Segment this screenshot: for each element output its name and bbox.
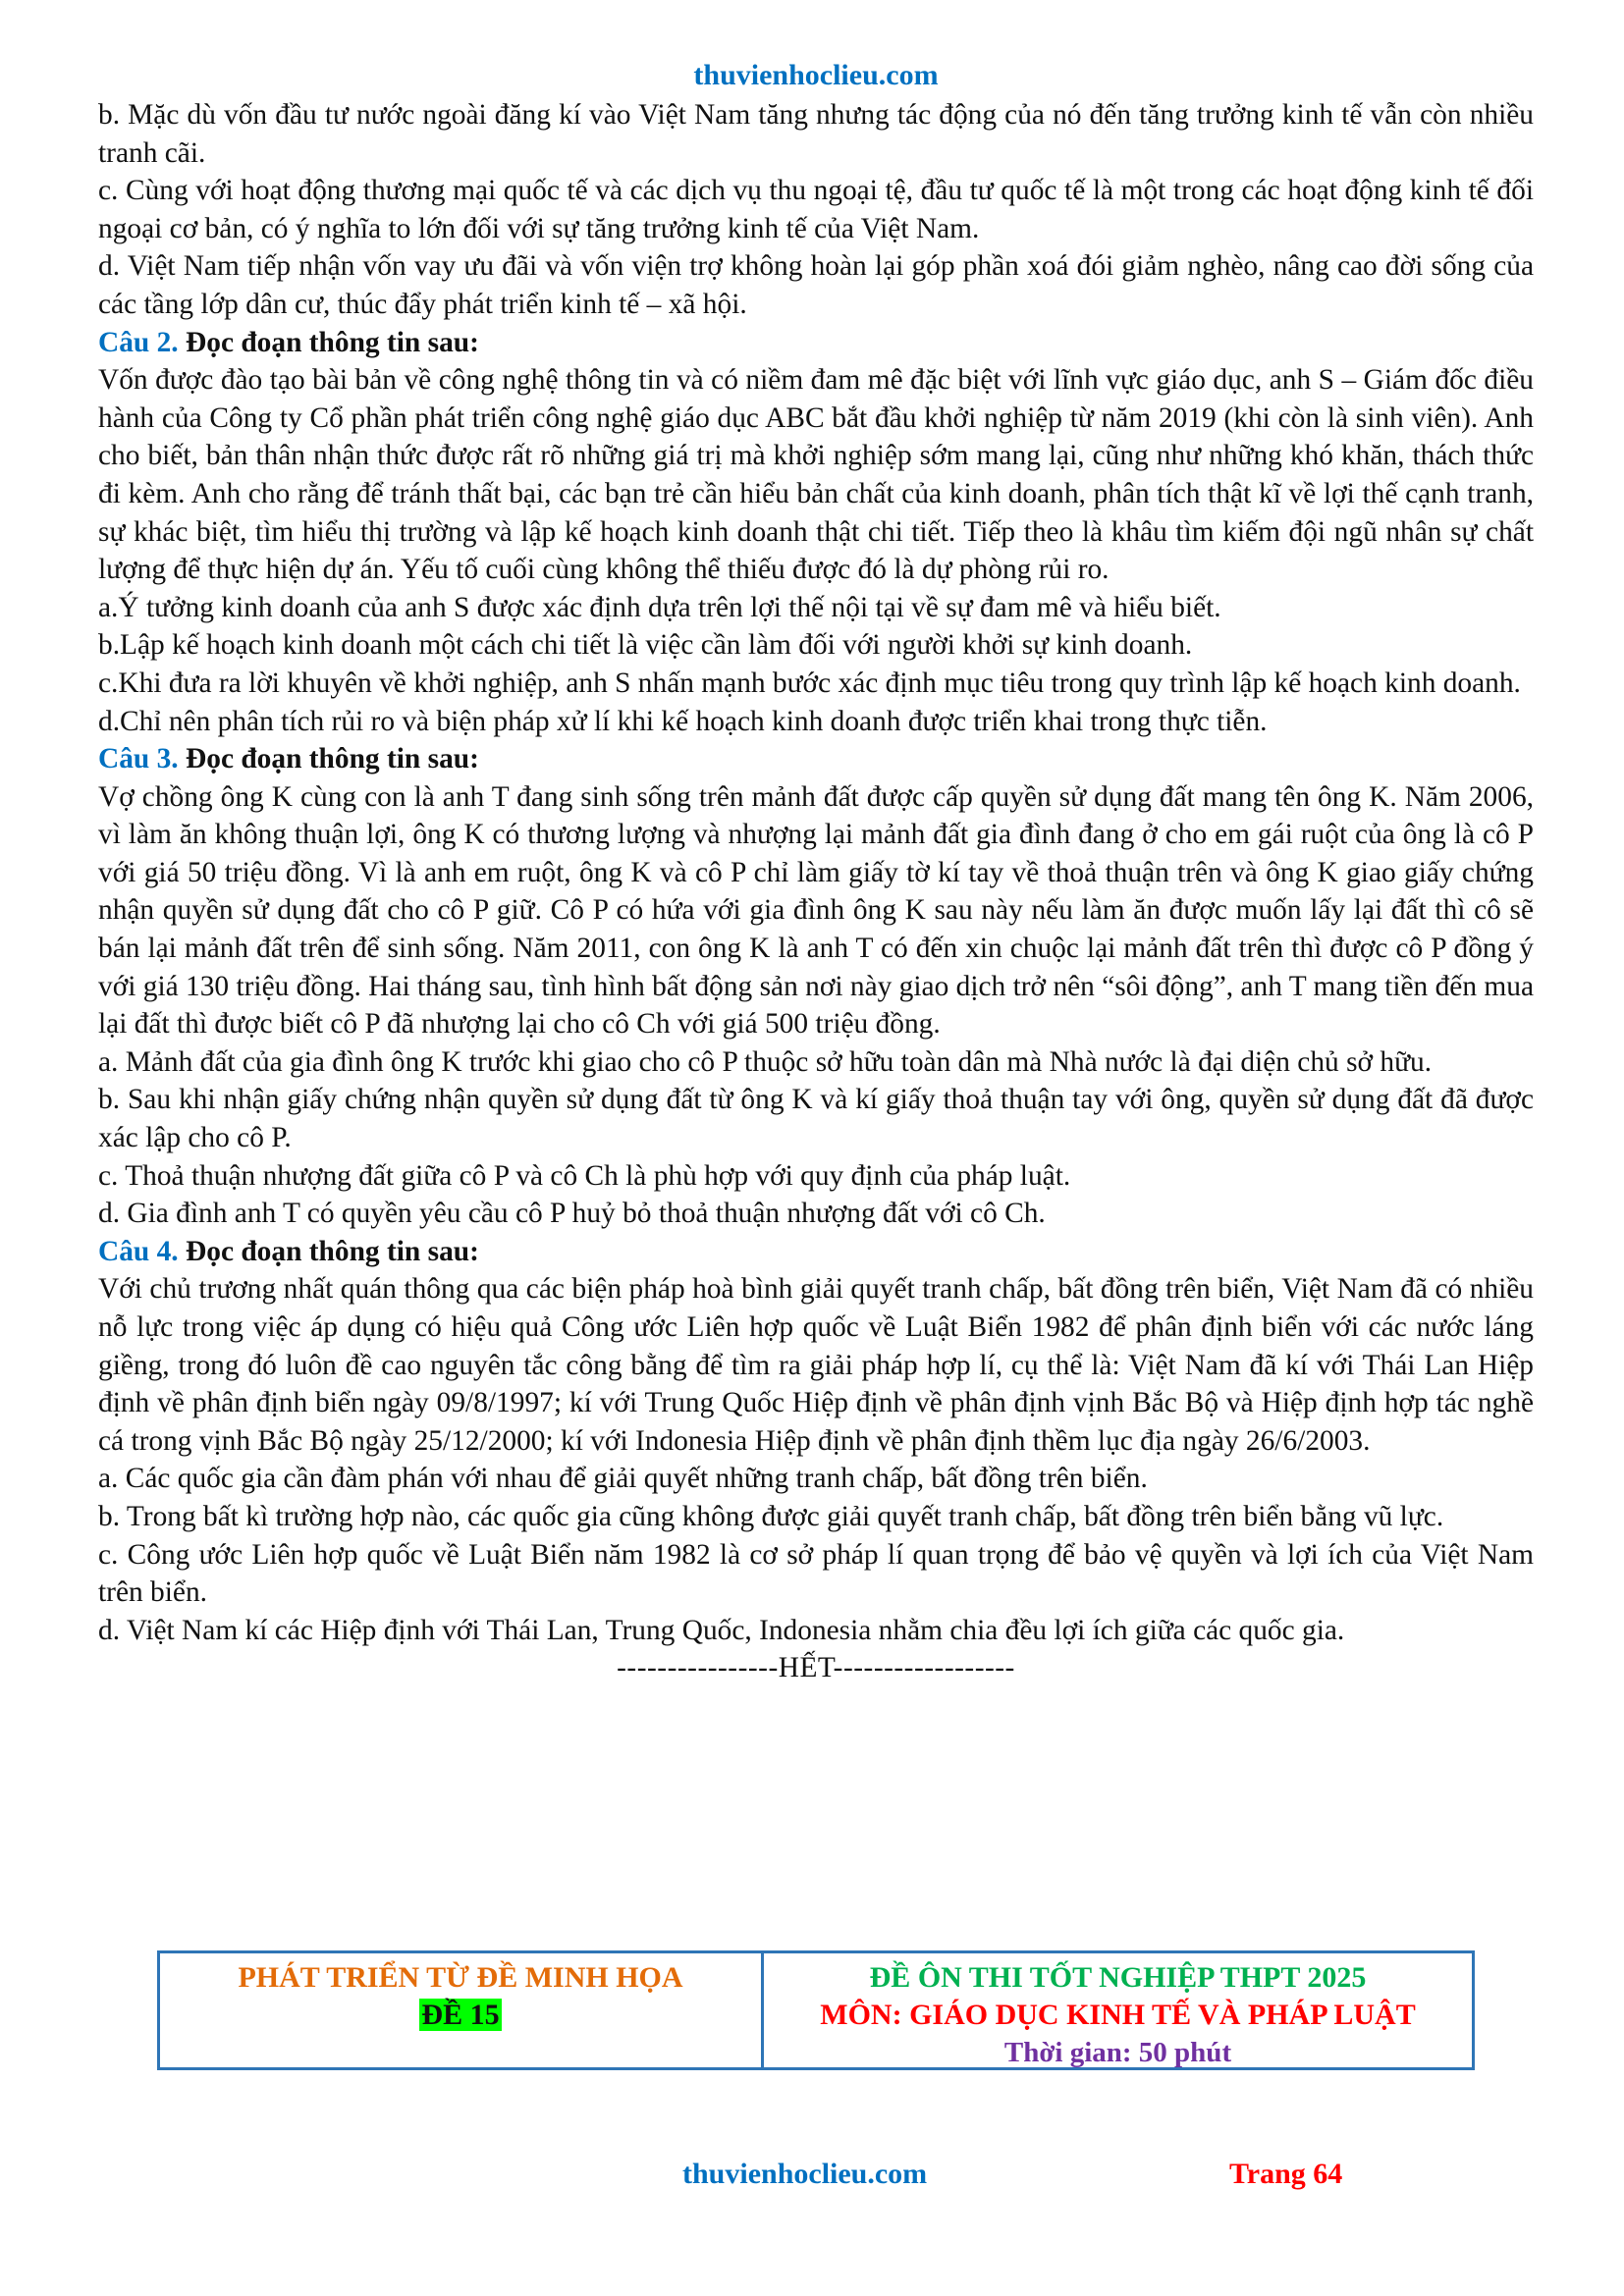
q1-option-b: b. Mặc dù vốn đầu tư nước ngoài đăng kí vào Việt Nam tăng nhưng tác động của nó đến tăng trưởng kinh tế vẫn còn nhiều tranh cãi. <box>98 99 1534 169</box>
exam-title-cell <box>764 1953 1472 2067</box>
end-marker: ----------------HẾT------------------ <box>617 1652 1015 1684</box>
question-4-passage: Với chủ trương nhất quán thông qua các biện pháp hoà bình giải quyết tranh chấp, bất đồng trên biển, Việt Nam đã có nhiều nỗ lực trong việc áp dụng có hiệu quả Công ước Liên hợp quốc về Luật Biển 1982 để phân định biển với các nước láng giềng, trong đó luôn đề cao nguyên tắc công bằng để tìm ra giải pháp hợp lí, cụ thể là: Việt Nam đã kí với Thái Lan Hiệp định về phân định biển ngày 09/8/1997; kí với Trung Quốc Hiệp định về phân định vịnh Bắc Bộ và Hiệp định hợp tác nghề cá trong vịnh Bắc Bộ ngày 25/12/2000; kí với Indonesia Hiệp định về phân định thềm lục địa ngày 26/6/2003. <box>98 1273 1534 1457</box>
exam-source-label: PHÁT TRIỂN TỪ ĐỀ MINH HỌA <box>238 1961 683 1994</box>
q2-option-c: c.Khi đưa ra lời khuyên về khởi nghiệp, anh S nhấn mạnh bước xác định mục tiêu trong quy trình lập kế hoạch kinh doanh. <box>98 667 1521 699</box>
question-2-number: Câu 2. <box>98 326 179 358</box>
exam-number: ĐỀ 15 <box>421 1999 500 2031</box>
page-footer <box>0 2158 1624 2201</box>
page-number: Trang 64 <box>1229 2158 1343 2190</box>
q1-option-d: d. Việt Nam tiếp nhận vốn vay ưu đãi và vốn viện trợ không hoàn lại góp phần xoá đói giảm nghèo, nâng cao đời sống của các tầng lớp dân cư, thúc đẩy phát triển kinh tế – xã hội. <box>98 250 1534 320</box>
q4-option-d: d. Việt Nam kí các Hiệp định với Thái Lan, Trung Quốc, Indonesia nhằm chia đều lợi ích giữa các quốc gia. <box>98 1614 1345 1646</box>
q2-option-b: b.Lập kế hoạch kinh doanh một cách chi tiết là việc cần làm đối với người khởi sự kinh doanh. <box>98 629 1193 662</box>
question-4-instruction: Đọc đoạn thông tin sau: <box>178 1235 479 1267</box>
question-3-number: Câu 3. <box>98 743 179 775</box>
question-2-passage: Vốn được đào tạo bài bản về công nghệ thông tin và có niềm đam mê đặc biệt với lĩnh vực giáo dục, anh S – Giám đốc điều hành của Công ty Cổ phần phát triển công nghệ giáo dục ABC bắt đầu khởi nghiệp từ năm 2019 (khi còn là sinh viên). Anh cho biết, bản thân nhận thức được rất rõ những giá trị mà khởi nghiệp sớm mang lại, cũng như những khó khăn, thách thức đi kèm. Anh cho rằng để tránh thất bại, các bạn trẻ cần hiểu bản chất của kinh doanh, phân tích thật kĩ về lợi thế cạnh tranh, sự khác biệt, tìm hiểu thị trường và lập kế hoạch kinh doanh thật chi tiết. Tiếp theo là khâu tìm kiếm đội ngũ nhân sự chất lượng để thực hiện dự án. Yếu tố cuối cùng không thể thiếu được đó là dự phòng rủi ro. <box>98 364 1534 586</box>
q3-option-b: b. Sau khi nhận giấy chứng nhận quyền sử dụng đất từ ông K và kí giấy thoả thuận tay với ông, quyền sử dụng đất đã được xác lập cho cô P. <box>98 1084 1534 1154</box>
q4-option-b: b. Trong bất kì trường hợp nào, các quốc gia cũng không được giải quyết tranh chấp, bất đồng trên biển bằng vũ lực. <box>98 1500 1444 1532</box>
q2-option-d: d.Chỉ nên phân tích rủi ro và biện pháp xử lí khi kế hoạch kinh doanh được triển khai trong thực tiễn. <box>98 705 1268 737</box>
exam-info-box <box>157 1950 1475 2070</box>
site-header[interactable]: thuvienhoclieu.com <box>693 59 939 91</box>
q4-option-a: a. Các quốc gia cần đàm phán với nhau để giải quyết những tranh chấp, bất đồng trên biển. <box>98 1463 1148 1495</box>
question-2-instruction: Đọc đoạn thông tin sau: <box>178 326 479 358</box>
question-2-heading <box>98 324 1534 362</box>
q4-option-c: c. Công ước Liên hợp quốc về Luật Biển năm 1982 là cơ sở pháp lí quan trọng để bảo vệ quyền và lợi ích của Việt Nam trên biển. <box>98 1538 1534 1609</box>
exam-subject: MÔN: GIÁO DỤC KINH TẾ VÀ PHÁP LUẬT <box>820 1999 1416 2031</box>
question-4-heading <box>98 1233 1534 1271</box>
q2-option-a: a.Ý tưởng kinh doanh của anh S được xác định dựa trên lợi thế nội tại về sự đam mê và hiểu biết. <box>98 591 1221 623</box>
exam-title: ĐỀ ÔN THI TỐT NGHIỆP THPT 2025 <box>869 1961 1367 1994</box>
exam-source-cell <box>160 1953 764 2067</box>
page-body <box>98 57 1534 1687</box>
question-3-instruction: Đọc đoạn thông tin sau: <box>178 743 479 775</box>
q3-option-a: a. Mảnh đất của gia đình ông K trước khi giao cho cô P thuộc sở hữu toàn dân mà Nhà nước là đại diện chủ sở hữu. <box>98 1045 1433 1078</box>
q3-option-c: c. Thoả thuận nhượng đất giữa cô P và cô Ch là phù hợp với quy định của pháp luật. <box>98 1159 1071 1192</box>
exam-duration: Thời gian: 50 phút <box>1003 2037 1232 2068</box>
question-4-number: Câu 4. <box>98 1235 179 1267</box>
exam-number-line <box>160 1997 761 2034</box>
q3-option-d: d. Gia đình anh T có quyền yêu cầu cô P huỷ bỏ thoả thuận nhượng đất với cô Ch. <box>98 1198 1046 1230</box>
footer-site-link[interactable]: thuvienhoclieu.com <box>682 2158 928 2190</box>
question-3-heading <box>98 740 1534 778</box>
q1-option-c: c. Cùng với hoạt động thương mại quốc tế và các dịch vụ thu ngoại tệ, đầu tư quốc tế là một trong các hoạt động kinh tế đối ngoại cơ bản, có ý nghĩa to lớn đối với sự tăng trưởng kinh tế của Việt Nam. <box>98 175 1534 244</box>
question-3-passage: Vợ chồng ông K cùng con là anh T đang sinh sống trên mảnh đất được cấp quyền sử dụng đất mang tên ông K. Năm 2006, vì làm ăn không thuận lợi, ông K có thương lượng và nhượng lại mảnh đất gia đình đang ở cho em gái ruột của ông là cô P với giá 50 triệu đồng. Vì là anh em ruột, ông K và cô P chỉ làm giấy tờ kí tay về thoả thuận trên và ông K giao giấy chứng nhận quyền sử dụng đất cho cô P giữ. Cô P có hứa với gia đình ông K sau này nếu làm ăn được muốn lấy lại đất thì cô sẽ bán lại mảnh đất trên để sinh sống. Năm 2011, con ông K là anh T có đến xin chuộc lại mảnh đất trên thì được cô P đồng ý với giá 130 triệu đồng. Hai tháng sau, tình hình bất động sản nơi này giao dịch trở nên “sôi động”, anh T mang tiền đến mua lại đất thì được biết cô P đã nhượng lại cho cô Ch với giá 500 triệu đồng. <box>98 780 1534 1041</box>
